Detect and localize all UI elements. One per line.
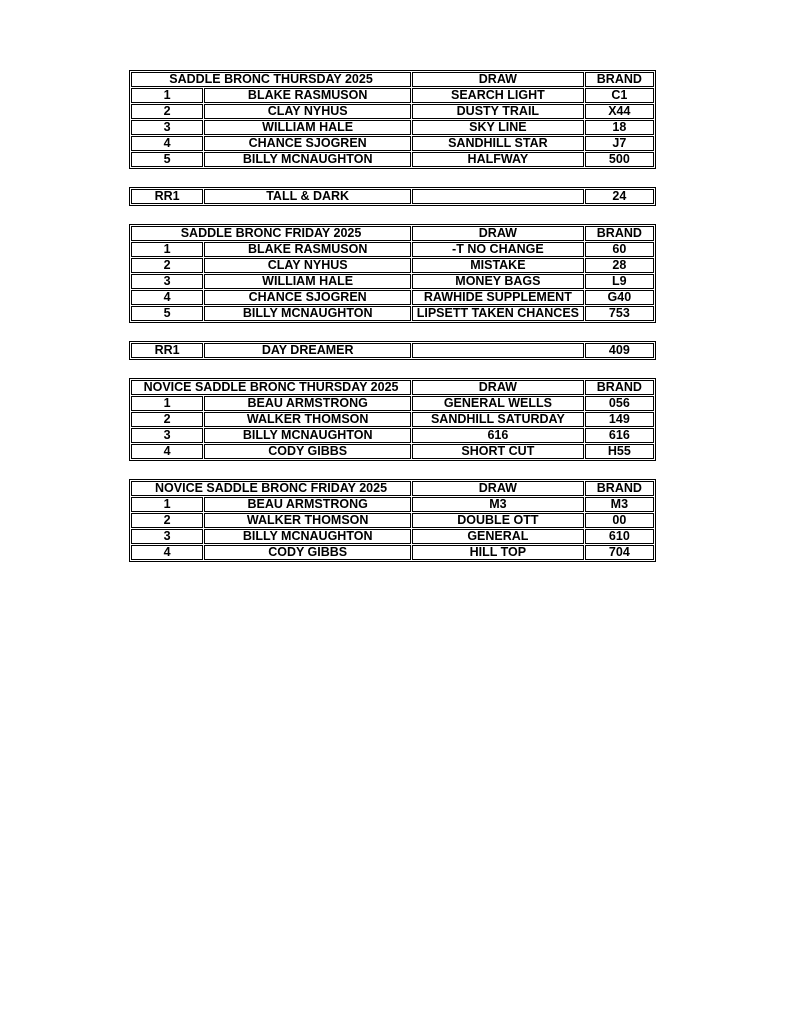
novice-saddle-bronc-thursday-table [129, 378, 656, 461]
rider-cell: BEAU ARMSTRONG [204, 396, 411, 411]
saddle-bronc-friday-table [129, 224, 656, 323]
rider-cell: CLAY NYHUS [204, 258, 411, 273]
rider-cell: WALKER THOMSON [204, 412, 411, 427]
brand-cell: 28 [585, 258, 654, 273]
reride-draw-cell [412, 343, 584, 358]
rider-cell: BLAKE RASMUSON [204, 242, 411, 257]
rank-cell: 3 [131, 529, 203, 544]
reride-brand-cell: 409 [585, 343, 654, 358]
draw-column-header: DRAW [412, 380, 584, 395]
draw-cell: M3 [412, 497, 584, 512]
rank-cell: 2 [131, 513, 203, 528]
draw-cell: GENERAL WELLS [412, 396, 584, 411]
rank-cell: 4 [131, 290, 203, 305]
brand-cell: M3 [585, 497, 654, 512]
brand-cell: 149 [585, 412, 654, 427]
table-row [131, 396, 654, 411]
brand-cell: L9 [585, 274, 654, 289]
saddle-bronc-thursday-table [129, 70, 656, 169]
draw-column-header: DRAW [412, 226, 584, 241]
table-header-row [131, 481, 654, 496]
table-title: SADDLE BRONC THURSDAY 2025 [131, 72, 411, 87]
reride-brand-cell: 24 [585, 189, 654, 204]
reride-name-cell: TALL & DARK [204, 189, 411, 204]
rider-cell: BILLY MCNAUGHTON [204, 529, 411, 544]
table-row [131, 306, 654, 321]
document-page [129, 70, 656, 580]
rider-cell: CODY GIBBS [204, 444, 411, 459]
brand-cell: 704 [585, 545, 654, 560]
brand-cell: X44 [585, 104, 654, 119]
rank-cell: 5 [131, 306, 203, 321]
brand-cell: 753 [585, 306, 654, 321]
draw-cell: SHORT CUT [412, 444, 584, 459]
table-row [131, 242, 654, 257]
table-row [131, 545, 654, 560]
brand-column-header: BRAND [585, 481, 654, 496]
reride-friday-table [129, 341, 656, 360]
draw-cell: SEARCH LIGHT [412, 88, 584, 103]
draw-cell: DOUBLE OTT [412, 513, 584, 528]
table-row [131, 258, 654, 273]
draw-cell: SANDHILL SATURDAY [412, 412, 584, 427]
rank-cell: 1 [131, 396, 203, 411]
table-header-row [131, 72, 654, 87]
brand-cell: 610 [585, 529, 654, 544]
brand-cell: 500 [585, 152, 654, 167]
brand-cell: G40 [585, 290, 654, 305]
draw-cell: RAWHIDE SUPPLEMENT [412, 290, 584, 305]
brand-cell: 616 [585, 428, 654, 443]
rider-cell: BILLY MCNAUGHTON [204, 152, 411, 167]
draw-cell: MONEY BAGS [412, 274, 584, 289]
table-row [131, 444, 654, 459]
draw-cell: HILL TOP [412, 545, 584, 560]
rider-cell: WALKER THOMSON [204, 513, 411, 528]
rider-cell: CODY GIBBS [204, 545, 411, 560]
table-row [131, 290, 654, 305]
table-row [131, 428, 654, 443]
draw-cell: 616 [412, 428, 584, 443]
rank-cell: 3 [131, 120, 203, 135]
table-row [131, 88, 654, 103]
draw-cell: HALFWAY [412, 152, 584, 167]
rank-cell: 1 [131, 242, 203, 257]
rider-cell: BLAKE RASMUSON [204, 88, 411, 103]
table-row [131, 152, 654, 167]
brand-cell: C1 [585, 88, 654, 103]
table-title: NOVICE SADDLE BRONC FRIDAY 2025 [131, 481, 411, 496]
table-row [131, 136, 654, 151]
rank-cell: 4 [131, 136, 203, 151]
draw-column-header: DRAW [412, 72, 584, 87]
brand-column-header: BRAND [585, 72, 654, 87]
brand-cell: 60 [585, 242, 654, 257]
rank-cell: 2 [131, 104, 203, 119]
table-row [131, 412, 654, 427]
table-header-row [131, 380, 654, 395]
draw-cell: LIPSETT TAKEN CHANCES [412, 306, 584, 321]
rider-cell: CLAY NYHUS [204, 104, 411, 119]
table-title: NOVICE SADDLE BRONC THURSDAY 2025 [131, 380, 411, 395]
rank-cell: 1 [131, 88, 203, 103]
rank-cell: 4 [131, 444, 203, 459]
rank-cell: 4 [131, 545, 203, 560]
draw-cell: DUSTY TRAIL [412, 104, 584, 119]
draw-cell: MISTAKE [412, 258, 584, 273]
draw-cell: SANDHILL STAR [412, 136, 584, 151]
novice-saddle-bronc-friday-table [129, 479, 656, 562]
rider-cell: WILLIAM HALE [204, 120, 411, 135]
rank-cell: 1 [131, 497, 203, 512]
reride-row [131, 189, 654, 204]
brand-column-header: BRAND [585, 380, 654, 395]
reride-thursday-table [129, 187, 656, 206]
draw-cell: SKY LINE [412, 120, 584, 135]
reride-name-cell: DAY DREAMER [204, 343, 411, 358]
table-row [131, 104, 654, 119]
reride-row [131, 343, 654, 358]
rank-cell: 3 [131, 274, 203, 289]
table-row [131, 120, 654, 135]
table-title: SADDLE BRONC FRIDAY 2025 [131, 226, 411, 241]
brand-cell: J7 [585, 136, 654, 151]
rider-cell: BILLY MCNAUGHTON [204, 306, 411, 321]
rider-cell: BILLY MCNAUGHTON [204, 428, 411, 443]
reride-label-cell: RR1 [131, 189, 203, 204]
table-row [131, 497, 654, 512]
brand-column-header: BRAND [585, 226, 654, 241]
brand-cell: 056 [585, 396, 654, 411]
rank-cell: 2 [131, 258, 203, 273]
draw-cell: GENERAL [412, 529, 584, 544]
rider-cell: WILLIAM HALE [204, 274, 411, 289]
draw-column-header: DRAW [412, 481, 584, 496]
rider-cell: BEAU ARMSTRONG [204, 497, 411, 512]
table-row [131, 529, 654, 544]
rank-cell: 2 [131, 412, 203, 427]
draw-cell: -T NO CHANGE [412, 242, 584, 257]
brand-cell: H55 [585, 444, 654, 459]
reride-label-cell: RR1 [131, 343, 203, 358]
table-row [131, 513, 654, 528]
rider-cell: CHANCE SJOGREN [204, 136, 411, 151]
rider-cell: CHANCE SJOGREN [204, 290, 411, 305]
table-row [131, 274, 654, 289]
brand-cell: 18 [585, 120, 654, 135]
rank-cell: 5 [131, 152, 203, 167]
table-header-row [131, 226, 654, 241]
brand-cell: 00 [585, 513, 654, 528]
reride-draw-cell [412, 189, 584, 204]
rank-cell: 3 [131, 428, 203, 443]
